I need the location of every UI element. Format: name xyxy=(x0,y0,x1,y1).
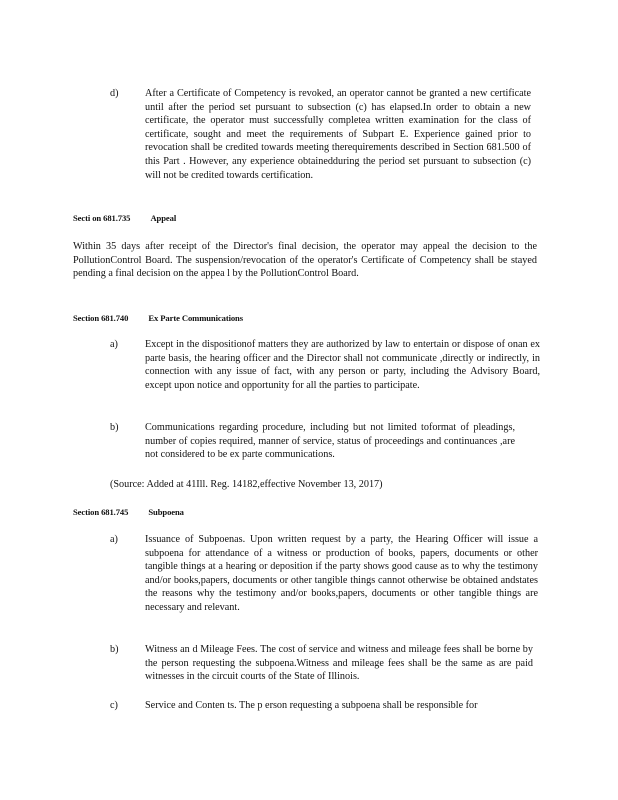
subpoena-b-text: Witness an d Mileage Fees. The cost of service and witness and mileage fees shall be borne by the person requesting the subpoena.Witness and mileage fees shall be the same as are paid witnesses in the circuit courts of the State of Illinois. xyxy=(145,644,533,683)
exparte-a-label: a) xyxy=(110,339,118,350)
appeal-section-heading xyxy=(73,212,176,226)
appeal-section-number: Secti on 681.735 xyxy=(73,213,131,223)
subpoena-a-label: a) xyxy=(110,534,118,545)
subpoena-b-label: b) xyxy=(110,644,119,655)
subpoena-a-text: Issuance of Subpoenas. Upon written request by a party, the Hearing Officer will issue a subpoena for attendance of a witness or production of books, papers, documents or other tangible things at a hearing or deposition if the party shows good cause as to why the testimony and/or books,papers, documents or other tangible things cannot otherwise be obtained andstates the reasons why the testimony and/or books,papers, documents or other tangible things are necessary and relevant. xyxy=(145,534,538,613)
subpoena-c-label: c) xyxy=(110,700,118,711)
subpoena-section-title: Subpoena xyxy=(148,507,184,517)
subpoena-section-number: Section 681.745 xyxy=(73,507,129,517)
exparte-a-text: Except in the dispositionof matters they are authorized by law to entertain or dispose of onan ex parte basis, the hearing officer and the Director shall not communicate ,directly or indirectly, in connection with any issue of fact, with any person or party, including the Advisory Board, except upon notice and opportunity for all the parties to participate. xyxy=(145,339,540,391)
subpoena-c-text: Service and Conten ts. The p erson requesting a subpoena shall be responsible for xyxy=(145,700,478,711)
exparte-b-label: b) xyxy=(110,422,119,433)
exparte-section-title: Ex Parte Communications xyxy=(148,313,243,323)
subpoena-section-heading xyxy=(73,506,184,520)
exparte-section-heading xyxy=(73,312,243,326)
exparte-section-number: Section 681.740 xyxy=(73,313,129,323)
exparte-b-text: Communications regarding procedure, including but not limited toformat of pleadings, number of copies required, manner of service, status of proceedings and continuances ,are not considered to be ex parte communications. xyxy=(145,422,515,461)
appeal-paragraph: Within 35 days after receipt of the Director's final decision, the operator may appeal the decision to the PollutionControl Board. The suspension/revocation of the operator's Certificate of Competency shall be stayed pending a final decision on the appea l by the PollutionControl Board. xyxy=(73,241,537,280)
appeal-section-title: Appeal xyxy=(150,213,177,223)
item-d-text: After a Certificate of Competency is revoked, an operator cannot be granted a new certificate until after the period set pursuant to subsection (c) has elapsed.In order to obtain a new certificate, the operator must successfully completea written examination for the class of certificate, sought and meet the requirements of Subpart E. Experience gained prior to revocation shall be credited towards meeting therequirements described in Section 681.500 of this Part . However, any experience obtainedduring the period set pursuant to subsection (c) will not be credited towards certification. xyxy=(145,88,531,181)
item-d-label: d) xyxy=(110,88,119,99)
source-note: (Source: Added at 41Ill. Reg. 14182,effective November 13, 2017) xyxy=(110,479,383,490)
